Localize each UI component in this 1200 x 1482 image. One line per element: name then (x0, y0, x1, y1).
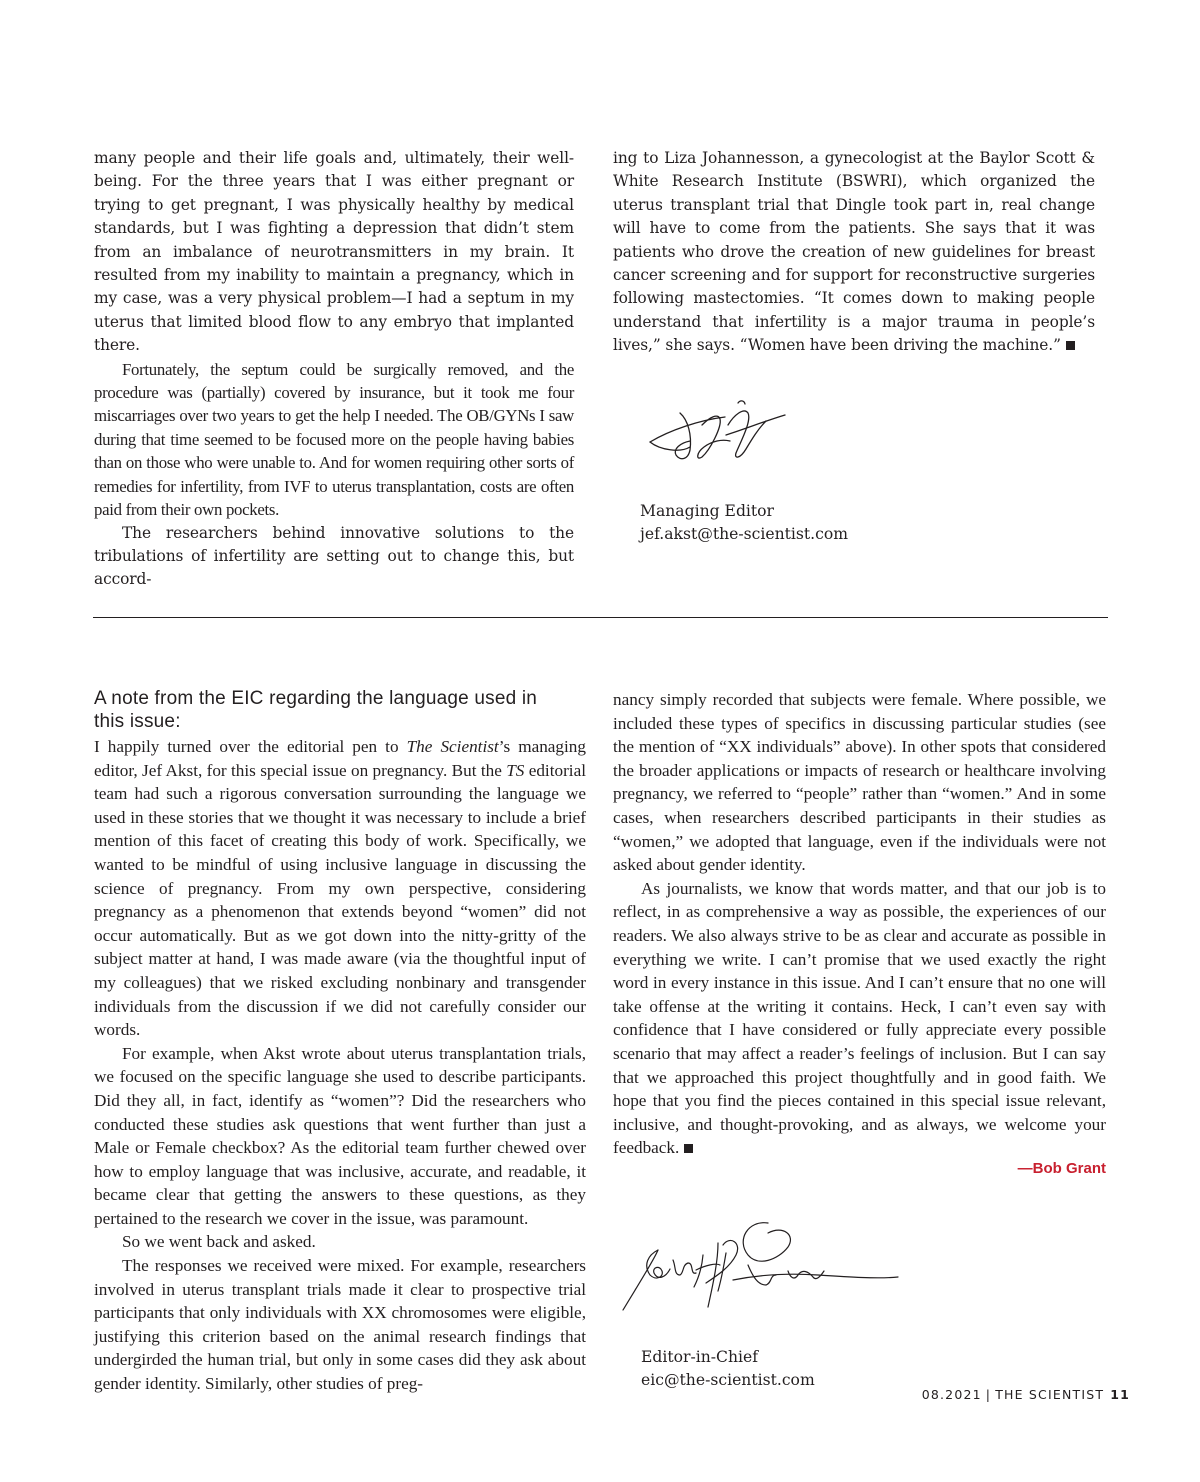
paragraph-text: As journalists, we know that words matter, and that our job is to reflect, in as comprehensive a way as possible, the experiences of our readers. We also always strive to be as clear and accurate as possible in everything we write. I can’t promise that we used exactly the right word in every instance in this issue. And I can’t ensure that no one will take offense at the writing it contains. Heck, I can’t even say with confidence that I have considered or fully appreciate every possible scenario that may affect a reader’s feelings of inclusion. But I can say that we approached this project thoughtfully and in good faith. We hope that you find the pieces contained in this special issue relevant, inclusive, and thought-provoking, and as always, we welcome your feedback. (613, 878, 1106, 1158)
editor-in-chief-signature-block (641, 1346, 815, 1393)
page-number: 11 (1110, 1387, 1130, 1402)
section-divider (93, 617, 1108, 618)
paragraph-text: ing to Liza Johannesson, a gynecologist at the Baylor Scott & White Research Institute (BSWRI), which organized the uterus transplant trial that Dingle took part in, real change will have to come from the patients. She says that it was patients who drove the creation of new guidelines for breast cancer screening and for support for reconstructive surgeries following mastectomies. “It comes down to making people understand that infertility is a major trauma in people’s lives,” she says. “Women have been driving the machine.” (613, 149, 1095, 355)
editor-in-chief-signature-icon (618, 1215, 903, 1315)
text-run: ’s managing editor, Jef Akst, for this special issue on pregnancy. But the (94, 737, 586, 780)
paragraph (613, 877, 1106, 1160)
magazine-name: The Scientist (406, 737, 499, 756)
eic-note-heading: A note from the EIC regarding the language used in this issue: (94, 688, 538, 732)
magazine-abbreviation: TS (506, 760, 525, 780)
paragraph: The researchers behind innovative solutions to the tribulations of infertility are setting out to change this, but accord- (94, 523, 574, 589)
paragraph: nancy simply recorded that subjects were female. Where possible, we included these types of specifics in discussing particular studies (see the mention of “XX individuals” above). In other spots that considered the broader applications or impacts of research or healthcare involving pregnancy, we referred to “people” rather than “women.” And in some cases, when researchers described participants in their studies as “women,” we adopted that language, even if the individuals were not asked about gender identity. (613, 690, 1106, 875)
signature-email[interactable]: jef.akst@the-scientist.com (640, 525, 849, 544)
paragraph: So we went back and asked. (122, 1232, 316, 1252)
end-mark-icon (1066, 341, 1075, 350)
top-right-column (613, 147, 1095, 358)
eic-note-right-column (613, 688, 1106, 1160)
magazine-name: THE SCIENTIST (995, 1387, 1105, 1402)
byline: —Bob Grant (1017, 1160, 1106, 1177)
issue-date: 08.2021 (921, 1387, 982, 1402)
signature-title: Managing Editor (640, 502, 775, 520)
paragraph: many people and their life goals and, ultimately, their well-being. For the three years that I was either pregnant or trying to get pregnant, I was physically healthy by medical standards, but I was fighting a depression that didn’t stem from an imbalance of neurotransmitters in my brain. It resulted from my inability to maintain a pregnancy, which in my case, was a very physical problem—I had a septum in my uterus that limited blood flow to any embryo that implanted there. (94, 149, 574, 355)
signature-title: Editor-in-Chief (641, 1348, 758, 1366)
managing-editor-signature-icon (640, 395, 800, 470)
end-mark-icon (684, 1144, 693, 1153)
text-run: I happily turned over the editorial pen to (94, 737, 407, 756)
footer-separator: | (985, 1387, 992, 1402)
page-footer (922, 1387, 1130, 1402)
eic-note-left-column (94, 735, 586, 1396)
top-left-column (94, 147, 574, 592)
managing-editor-signature-block (640, 500, 848, 547)
paragraph: Fortunately, the septum could be surgically removed, and the procedure was (partially) covered by insurance, but it took me four miscarriages over two years to get the help I needed. The OB/GYNs I saw during that time seemed to be focused more on the people having babies than on those who were unable to. And for women requiring other sorts of remedies for infertility, from IVF to uterus transplantation, costs are often paid from their own pockets. (94, 359, 574, 520)
paragraph: The responses we received were mixed. For example, researchers involved in uterus transplant trials made it clear to prospective trial participants that only individuals with XX chromosomes were eligible, justifying this criterion based on the animal research findings that undergirded the human trial, but only in some cases did they ask about gender identity. Similarly, other studies of preg- (94, 1256, 586, 1394)
paragraph: For example, when Akst wrote about uterus transplantation trials, we focused on the specific language she used to describe participants. Did they all, in fact, identify as “women”? Did the researchers who conducted these studies ask questions that went further than just a Male or Female checkbox? As the editorial team further chewed over how to employ language that was inclusive, accurate, and readable, it became clear that getting the answers to these questions, as they pertained to the research we cover in the issue, was paramount. (94, 1043, 586, 1228)
text-run: editorial team had such a rigorous conversation surrounding the language we used in these stories that we thought it was necessary to include a brief mention of this facet of creating this body of work. Specifically, we wanted to be mindful of using inclusive language in discussing the science of pregnancy. From my own perspective, considering pregnancy as a phenomenon that extends beyond “women” did not occur automatically. But as we got down into the nitty-gritty of the subject matter at hand, I was made aware (via the thoughtful input of my colleagues) that we risked excluding nonbinary and transgender individuals from the discussion if we did not carefully consider our words. (94, 760, 586, 1040)
paragraph (613, 147, 1095, 358)
paragraph (94, 735, 586, 1042)
signature-email[interactable]: eic@the-scientist.com (641, 1371, 815, 1390)
